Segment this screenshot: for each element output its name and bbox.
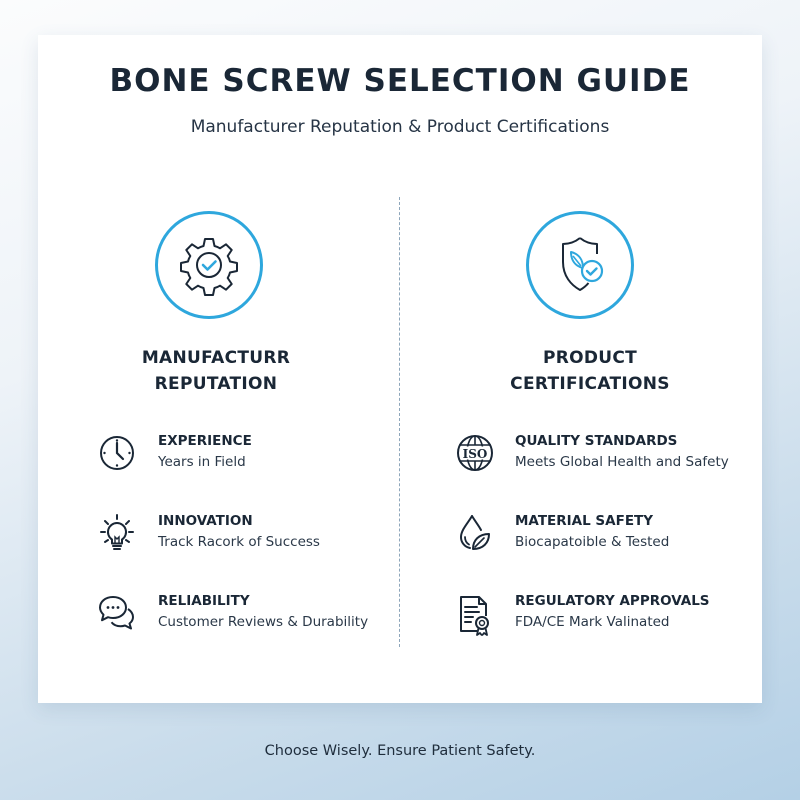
list-item-experience [98, 433, 418, 483]
guide-card [38, 35, 762, 703]
product-certifications-column [400, 35, 762, 703]
item-label: REGULATORY APPROVALS [515, 593, 710, 609]
page-title: BONE SCREW SELECTION GUIDE [109, 63, 691, 99]
column-title-line: MANUFACTURR [141, 348, 291, 368]
item-description: Track Racork of Success [158, 534, 320, 550]
item-label: EXPERIENCE [158, 433, 252, 449]
item-label: INNOVATION [158, 513, 253, 529]
lightbulb-icon [98, 513, 136, 553]
iso-globe-icon [455, 433, 493, 473]
list-item-quality-standards [455, 433, 775, 483]
page-subtitle: Manufacturer Reputation & Product Certifications [190, 117, 610, 137]
item-label: QUALITY STANDARDS [515, 433, 678, 449]
column-title-line: REPUTATION [154, 374, 278, 394]
list-item-reliability [98, 593, 418, 643]
gear-check-icon [155, 211, 263, 319]
column-title-product-certifications [409, 345, 771, 397]
list-item-innovation [98, 513, 418, 563]
drop-leaf-icon [455, 513, 493, 553]
column-title-line: PRODUCT [542, 348, 638, 368]
clock-icon [98, 433, 136, 473]
shield-leaf-check-icon [526, 211, 634, 319]
certificate-icon [455, 593, 493, 633]
list-item-regulatory-approvals [455, 593, 775, 643]
list-item-material-safety [455, 513, 775, 563]
svg-text:ISO: ISO [462, 447, 488, 461]
column-title-manufacturer-reputation [35, 345, 397, 397]
column-title-line: CERTIFICATIONS [510, 374, 670, 394]
item-description: Customer Reviews & Durability [158, 614, 369, 630]
item-label: MATERIAL SAFETY [515, 513, 654, 529]
item-description: Biocapatoible & Tested [515, 534, 670, 550]
item-description: FDA/CE Mark Valinated [515, 614, 670, 630]
item-label: RELIABILITY [158, 593, 250, 609]
manufacturer-reputation-column [38, 35, 400, 703]
item-description: Years in Field [158, 454, 246, 470]
footer-tagline: Choose Wisely. Ensure Patient Safety. [264, 743, 536, 759]
item-description: Meets Global Health and Safety [515, 454, 729, 470]
chat-bubbles-icon [98, 593, 136, 633]
